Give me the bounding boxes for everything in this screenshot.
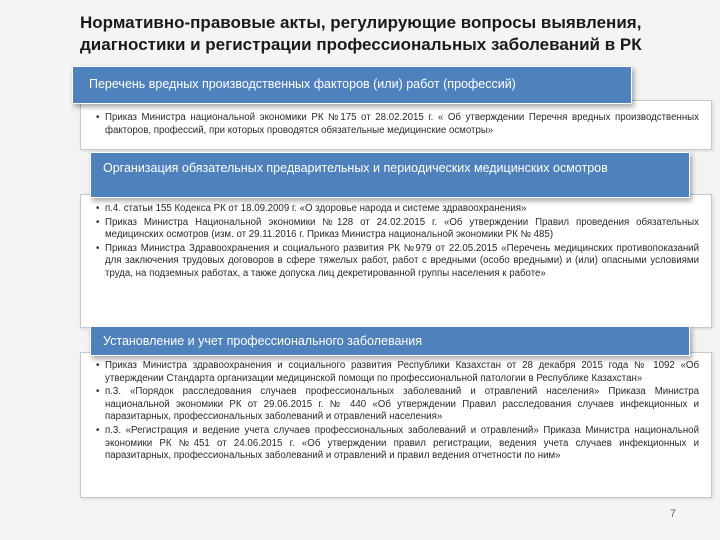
list-item: [96, 112, 699, 137]
slide-title: Нормативно-правовые акты, регулирующие вопросы выявления, диагностики и регистрации профессиональных заболеваний в РК: [80, 13, 642, 54]
list-item: [96, 424, 699, 463]
section-1-list: [96, 112, 699, 137]
section-2-list: [96, 203, 699, 281]
bullet-icon: •: [96, 386, 100, 398]
list-item-text: п.3. «Порядок расследования случаев профессиональных заболеваний и отравлений населения» Приказа Министра национальной экономики РК от 29.06.2015 г. № 440 «Об утверждении Правил расследования случаев инфекционных и паразитарных, профессиональных заболеваний и отравлений населения»: [105, 386, 699, 423]
list-item-text: п.4. статьи 155 Кодекса РК от 18.09.2009 г. «О здоровье народа и системе здравоохранения»: [105, 203, 527, 214]
section-2-content: [80, 194, 712, 328]
bullet-icon: •: [96, 216, 100, 228]
bullet-icon: •: [96, 203, 100, 214]
list-item: [96, 216, 699, 242]
list-item-text: Приказ Министра здравоохранения и социального развития Республики Казахстан от 28 декабря 2015 года № 1092 «Об утверждении Стандарта организации медицинской помощи по профессиональной патологии в Республике Казахстан»: [105, 360, 699, 384]
bullet-icon: •: [96, 112, 100, 123]
section-2-header: Организация обязательных предварительных и периодических медицинских осмотров: [90, 152, 690, 198]
bullet-icon: •: [96, 242, 100, 254]
list-item-text: Приказ Министра Здравоохранения и социального развития РК №979 от 22.05.2015 «Перечень медицинских противопоказаний для заключения трудовых договоров в сфере тяжелых работ, работ с вредными (особо вредными) и (или) опасными условиями труда, на подземных работах, а также допуска лиц декретированной группы населения к работе»: [105, 242, 699, 279]
list-item: [96, 242, 699, 281]
list-item: [96, 203, 699, 216]
list-item-text: Приказ Министра национальной экономики РК №175 от 28.02.2015 г. « Об утверждении Перечня вредных производственных факторов, профессий, при которых проводятся обязательные медицинские осмотры»: [105, 112, 699, 136]
list-item-text: п.3. «Регистрация и ведение учета случаев профессиональных заболеваний и отравлений» Приказа Министра национальной экономики РК №451 от 24.06.2015 г. «Об утверждении правил регистрации, ведения учета случаев инфекционных и паразитарных, профессиональных заболеваний и отравлений и правил ведения отчетности по ним»: [105, 424, 699, 462]
section-3-content: [80, 352, 712, 498]
section-1-content: [80, 100, 712, 150]
section-1-header: Перечень вредных производственных факторов (или) работ (профессий): [72, 66, 632, 104]
bullet-icon: •: [96, 360, 100, 371]
list-item: [96, 386, 699, 424]
page-number: 7: [669, 508, 676, 520]
bullet-icon: •: [96, 424, 100, 436]
list-item-text: Приказ Министра Национальной экономики №128 от 24.02.2015 г. «Об утверждении Правил проведения обязательных медицинских осмотров (изм. от 29.11.2016 г. Приказ Министра национальной экономики РК № 485): [105, 216, 699, 241]
section-3-header: Установление и учет профессионального заболевания: [90, 326, 690, 356]
list-item: [96, 360, 699, 385]
section-3-list: [96, 360, 699, 463]
